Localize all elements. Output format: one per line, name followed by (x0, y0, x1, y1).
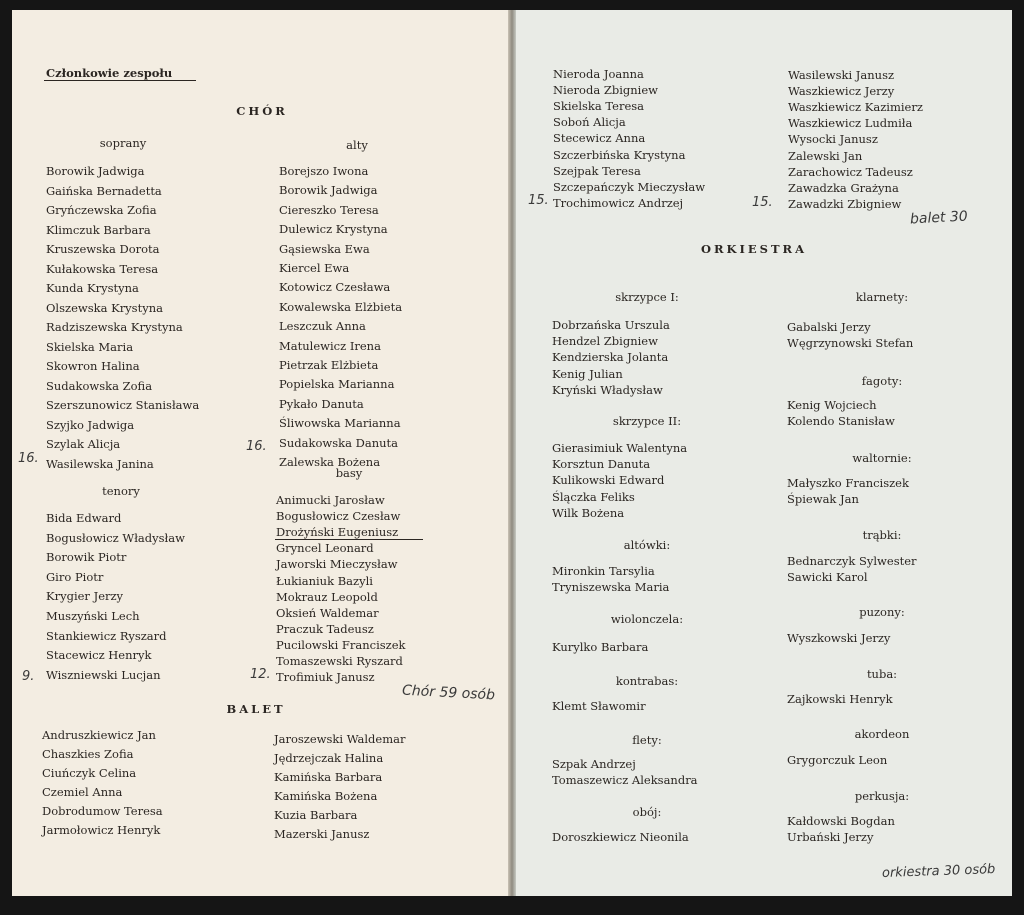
member-name: Tryniszewska Maria (552, 580, 670, 595)
member-name: Borowik Jadwiga (279, 183, 378, 198)
member-name: Zawadzki Zbigniew (788, 196, 902, 211)
handwritten-total: balet 30 (909, 208, 969, 228)
member-name: Olszewska Krystyna (46, 300, 163, 315)
member-name: Kowalewska Elżbieta (279, 299, 403, 314)
member-name: Chaszkies Zofia (42, 747, 134, 761)
member-name: Trofimiuk Janusz (276, 670, 375, 685)
member-name: Pietrzak Elżbieta (279, 358, 379, 372)
member-name: Animucki Jarosław (276, 493, 385, 507)
instrument-label: waltornie: (852, 451, 912, 465)
handwritten-count: 15. (528, 193, 549, 208)
member-name: Pucilowski Franciszek (276, 637, 406, 652)
member-name: Doroszkiewicz Nieonila (552, 830, 689, 844)
instrument-label: tuba: (866, 667, 898, 681)
member-name: Pykało Danuta (279, 396, 364, 411)
member-name: Praczuk Tadeusz (276, 621, 374, 636)
member-name: Zawadzka Grażyna (788, 180, 899, 195)
member-name: Wasilewska Janina (46, 456, 154, 471)
member-name: Stecewicz Anna (553, 131, 646, 146)
member-name: Kuzia Barbara (274, 808, 358, 822)
member-name: Szejpak Teresa (553, 163, 641, 178)
member-name: Andruszkiewicz Jan (42, 728, 156, 742)
heading-underline (44, 80, 196, 81)
member-name: Giro Piotr (46, 569, 104, 584)
member-name: Skowron Halina (46, 359, 140, 373)
member-name: Bogusłowicz Czesław (276, 509, 401, 524)
member-name: Kenig Julian (552, 366, 623, 381)
instrument-label: obój: (632, 805, 662, 819)
member-name: Wilk Bożena (552, 505, 625, 520)
member-name: Wysocki Janusz (788, 132, 878, 147)
instrument-label: perkusja: (854, 789, 910, 803)
ballet-title: BALET (226, 702, 286, 716)
handwritten-count: 9. (22, 669, 35, 684)
member-name: Kendzierska Jolanta (552, 350, 669, 365)
instrument-label: skrzypce II: (612, 414, 682, 428)
member-name: Leszczuk Anna (279, 319, 366, 334)
member-name: Szyjko Jadwiga (46, 417, 135, 432)
instrument-label: puzony: (859, 605, 905, 619)
member-name: Hendzel Zbigniew (552, 334, 658, 349)
member-name: Zajkowski Henryk (787, 692, 893, 706)
member-name: Krygier Jerzy (46, 589, 124, 604)
instrument-label: akordeon (854, 727, 910, 741)
member-name: Nieroda Joanna (553, 67, 644, 81)
instrument-label: altówki: (623, 538, 671, 552)
member-name: Kolendo Stanisław (787, 414, 895, 429)
instrument-label: flety: (632, 733, 662, 747)
member-name: Waszkiewicz Ludmiła (788, 116, 913, 131)
member-name: Kenig Wojciech (787, 398, 877, 412)
member-name: Radziszewska Krystyna (46, 320, 183, 334)
section-heading: Członkowie zespołu (46, 66, 173, 80)
member-name: Bogusłowicz Władysław (46, 530, 185, 545)
handwritten-count: 15. (752, 195, 773, 210)
member-name: Wyszkowski Jerzy (787, 631, 891, 645)
member-name: Waszkiewicz Jerzy (788, 84, 895, 99)
member-name: Jaroszewski Waldemar (274, 732, 406, 746)
member-name: Sudakowska Zofia (46, 378, 153, 393)
member-name: Borowik Piotr (46, 550, 127, 565)
member-name: Mazerski Janusz (274, 827, 370, 841)
member-name: Waszkiewicz Kazimierz (788, 100, 923, 115)
member-name: Skielska Teresa (553, 99, 645, 114)
member-name: Kułakowska Teresa (46, 261, 159, 276)
member-name: Ciuńczyk Celina (42, 766, 137, 780)
member-name: Klimczuk Barbara (46, 222, 151, 237)
member-name: Śliwowska Marianna (279, 416, 401, 431)
member-name: Ciereszko Teresa (279, 202, 379, 217)
member-name: Mokrauz Leopold (276, 589, 378, 604)
member-name: Tomaszewski Ryszard (276, 654, 403, 668)
member-name: Dulewicz Krystyna (279, 222, 388, 237)
handwritten-count: 16. (18, 451, 39, 466)
orchestra-title: ORKIESTRA (700, 242, 808, 256)
member-name: Jarmołowicz Henryk (42, 823, 161, 837)
member-name: Kiercel Ewa (279, 261, 350, 275)
member-name: Popielska Marianna (279, 377, 395, 392)
member-name: Muszyński Lech (46, 609, 140, 623)
member-name: Kruszewska Dorota (46, 242, 160, 256)
book-gutter (508, 10, 516, 896)
member-name: Tomaszewicz Aleksandra (552, 773, 698, 788)
member-name: Stankiewicz Ryszard (46, 628, 167, 643)
member-name: Grygorczuk Leon (787, 753, 888, 767)
member-name: Szczepańczyk Mieczysław (553, 179, 706, 194)
member-name: Śpiewak Jan (787, 492, 859, 507)
member-name: Jaworski Mieczysław (276, 557, 398, 572)
member-name: Gaińska Bernadetta (46, 183, 162, 198)
member-name: Skielska Maria (46, 339, 134, 354)
member-name: Trochimowicz Andrzej (553, 195, 684, 210)
member-name: Zalewska Bożena (279, 455, 381, 469)
member-name: Szczerbińska Krystyna (553, 147, 686, 162)
instrument-label: skrzypce I: (615, 290, 679, 304)
member-name: Kulikowski Edward (552, 473, 665, 488)
member-name: Kamińska Bożena (274, 789, 378, 803)
member-name: Jędrzejczak Halina (274, 751, 384, 765)
member-name: Gierasimiuk Walentyna (552, 441, 688, 455)
member-name: Korsztun Danuta (552, 457, 651, 472)
member-name: Szpak Andrzej (552, 757, 636, 771)
voice-label-tenory: tenory (102, 484, 140, 498)
member-name: Dobrzańska Urszula (552, 318, 670, 332)
instrument-label: kontrabas: (615, 674, 679, 688)
member-name: Szylak Alicja (46, 437, 121, 451)
member-name: Bednarczyk Sylwester (787, 554, 917, 568)
member-name: Borowik Jadwiga (46, 164, 145, 178)
member-name: Mironkin Tarsylia (552, 564, 655, 578)
member-name: Dobrodumow Teresa (42, 804, 163, 818)
member-name: Sawicki Karol (787, 570, 868, 585)
member-name: Gabalski Jerzy (787, 320, 871, 334)
voice-label-basy: basy (335, 466, 363, 480)
member-name: Kryński Władysław (552, 382, 663, 397)
member-name: Urbański Jerzy (787, 830, 874, 845)
voice-label-soprany: soprany (99, 136, 147, 150)
member-name: Węgrzynowski Stefan (787, 336, 914, 351)
member-name: Gryncel Leonard (276, 541, 374, 556)
instrument-label: trąbki: (862, 528, 902, 542)
member-name: Wiszniewski Lucjan (46, 667, 161, 682)
handwritten-total: orkiestra 30 osób (881, 862, 996, 881)
member-name: Zalewski Jan (788, 148, 863, 163)
instrument-label: klarnety: (855, 290, 909, 304)
member-name: Gryńczewska Zofia (46, 203, 157, 217)
member-name: Oksień Waldemar (276, 605, 379, 620)
member-name: Czemiel Anna (42, 785, 123, 799)
voice-label-alty: alty (346, 138, 368, 152)
handwritten-count: 16. (246, 439, 267, 454)
member-name: Nieroda Zbigniew (553, 83, 658, 98)
member-name: Ślączka Feliks (552, 489, 635, 504)
member-name: Kurylko Barbara (552, 640, 649, 654)
member-name: Kałdowski Bogdan (787, 814, 895, 828)
member-name: Borejszo Iwona (279, 164, 369, 178)
member-name: Kamińska Barbara (274, 770, 383, 784)
instrument-label: fagoty: (861, 374, 903, 388)
member-name: Małyszko Franciszek (787, 476, 909, 490)
member-name: Łukianiuk Bazyli (276, 573, 373, 588)
member-name: Drożyński Eugeniusz (276, 525, 399, 540)
member-name: Matulewicz Irena (279, 338, 381, 353)
member-name: Szerszunowicz Stanisława (46, 398, 200, 412)
member-name: Zarachowicz Tadeusz (788, 164, 913, 179)
member-name: Kunda Krystyna (46, 281, 139, 295)
handwritten-count: 12. (250, 667, 271, 682)
member-name: Soboń Alicja (553, 115, 626, 130)
member-name: Stacewicz Henryk (46, 648, 152, 663)
handwritten-total: Chór 59 osób (401, 682, 496, 704)
member-name: Wasilewski Janusz (788, 68, 895, 82)
member-name: Bida Edward (46, 511, 122, 525)
instrument-label: wiolonczela: (610, 612, 684, 626)
member-name: Gąsiewska Ewa (279, 241, 370, 256)
member-name: Klemt Sławomir (552, 699, 646, 713)
choir-title: CHÓR (236, 104, 288, 118)
member-name: Kotowicz Czesława (279, 280, 391, 295)
member-name: Sudakowska Danuta (279, 435, 398, 450)
